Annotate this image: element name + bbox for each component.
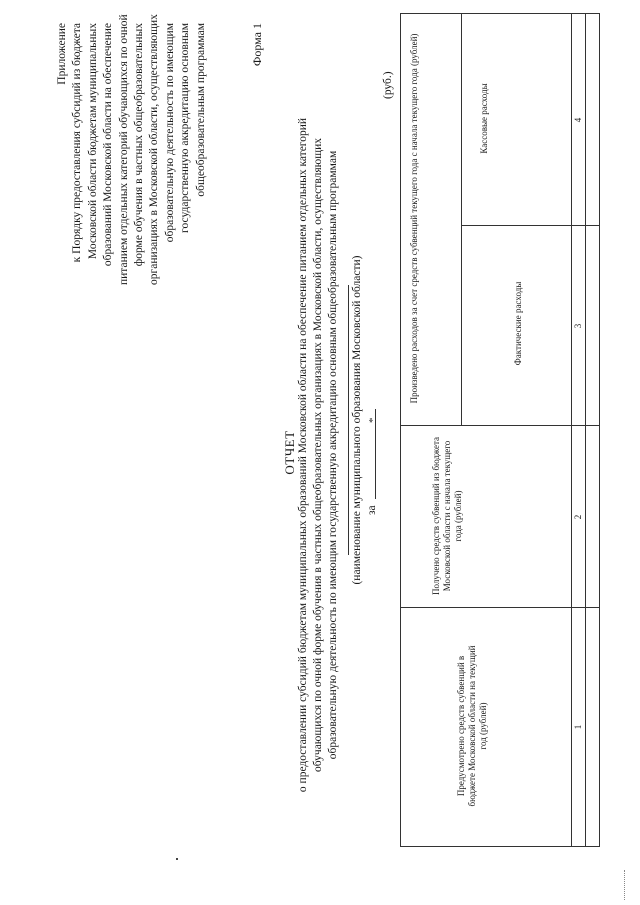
col4-header: Кассовые расходы: [479, 83, 489, 154]
col2-header: Получено средств субвенций из бюджета Московской области с начала текущего года (рублей): [431, 436, 463, 596]
col-number: 2: [573, 514, 583, 520]
col3-header: Фактические расходы: [513, 281, 523, 366]
report-table: [400, 13, 600, 847]
appendix-line: форме обучения в частных общеобразовательных: [133, 23, 146, 267]
appendix-line: образовательную деятельность по имеющим: [163, 23, 176, 243]
report-title: ОТЧЕТ: [282, 430, 297, 475]
subtitle-line: о предоставлении субсидий бюджетам муниципальных образований Московской области на обеспечение питанием отдельных категорий: [297, 117, 309, 793]
table-divider: [401, 425, 599, 426]
report-subtitle: [296, 85, 342, 825]
appendix-line: общеобразовательным программам: [194, 23, 207, 197]
appendix-line: питанием отдельных категорий обучающихся по очной: [117, 14, 130, 285]
currency-unit: (руб.): [382, 71, 394, 99]
appendix-line: образований Московской области на обеспечение: [102, 23, 115, 267]
col-number: 4: [573, 117, 583, 123]
form-number-label: Форма 1: [250, 23, 264, 67]
appendix-line: к Порядку предоставления субсидий из бюджета: [71, 23, 84, 263]
municipality-fill-line: [348, 285, 349, 555]
table-divider: [461, 14, 462, 426]
col1-header: Предусмотрено средств субвенций в бюджете Московской области на текущий год (рублей): [456, 645, 488, 807]
period-fill-line: [367, 409, 379, 499]
period-prefix: за: [366, 505, 378, 515]
appendix-line: государственную аккредитацию основным: [179, 23, 192, 233]
appendix-line: организациях в Московской области, осуществляющих: [148, 14, 161, 285]
scan-edge-marks: [624, 870, 629, 900]
col34-header: Произведено расходов за счет средств субвенций текущего года с начала текущего года (рублей): [409, 33, 419, 404]
period-field: [366, 409, 378, 515]
subtitle-line: обучающихся по очной форме обучения в частных общеобразовательных организациях в Московской области, осуществляющих: [312, 138, 325, 772]
scan-speck: [176, 858, 178, 860]
table-divider: [571, 14, 572, 846]
subtitle-line: образовательную деятельность по имеющим государственную аккредитацию основным общеобразовательным программам: [327, 150, 340, 760]
col-number: 1: [573, 724, 583, 730]
col-number: 3: [573, 323, 583, 329]
period-footnote-mark: *: [367, 417, 379, 423]
municipality-caption: (наименование муниципального образования Московской области): [351, 255, 363, 585]
table-divider: [585, 14, 586, 846]
appendix-line: Московской области бюджетам муниципальных: [86, 23, 99, 260]
appendix-block: [55, 14, 209, 285]
table-divider: [401, 607, 599, 608]
appendix-line: Приложение: [56, 23, 68, 85]
